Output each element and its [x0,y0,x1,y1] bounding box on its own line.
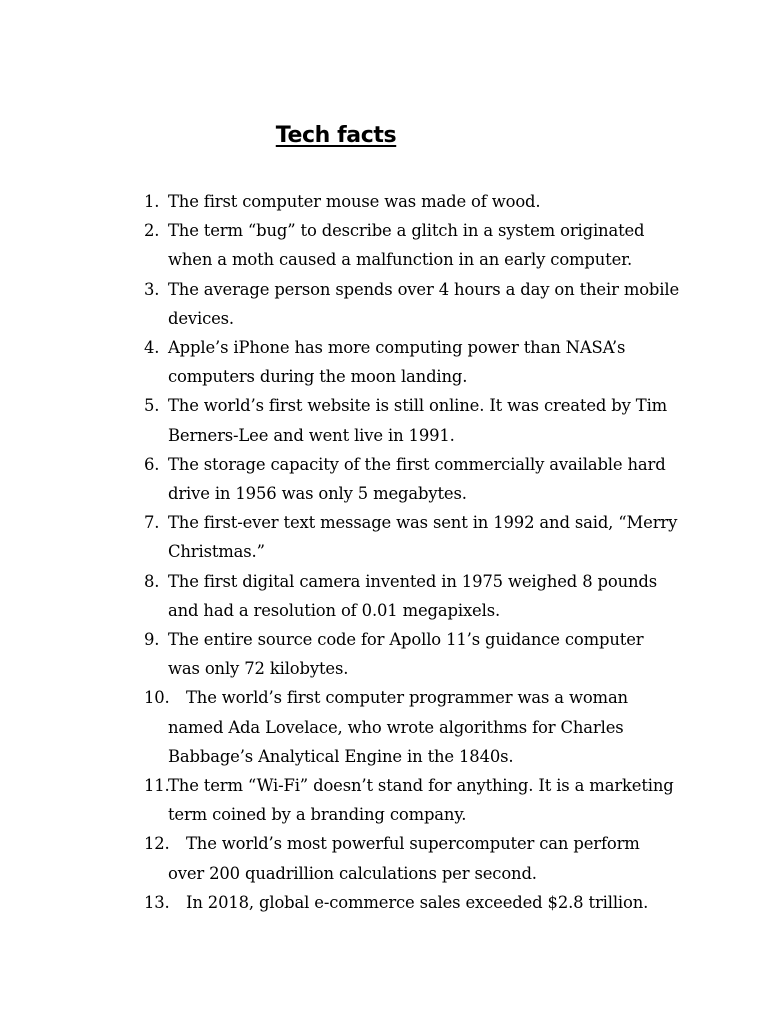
list-item [120,275,680,333]
list-item [120,888,680,917]
list-item-text: The storage capacity of the first commercially available hard drive in 1956 was only 5 megabytes. [168,454,666,504]
list-item-text: The first-ever text message was sent in 1992 and said, “Merry Christmas.” [168,513,678,562]
list-item-text: The entire source code for Apollo 11’s guidance computer was only 72 kilobytes. [168,630,644,679]
list-item-text: In 2018, global e-commerce sales exceeded $2.8 trillion. [186,892,649,912]
list-item-text: The term “bug” to describe a glitch in a system originated when a moth caused a malfunction in an early computer. [168,221,645,270]
list-item-text: The term “Wi-Fi” doesn’t stand for anything. It is a marketing term coined by a branding company. [168,776,674,825]
list-item-number: 8. [144,571,160,591]
list-item [120,333,680,391]
list-item-text: The first digital camera invented in 1975 weighed 8 pounds and had a resolution of 0.01 megapixels. [168,571,658,620]
list-item-number: 12. [144,834,170,854]
list-item-text: The world’s first website is still online. It was created by Tim Berners-Lee and went live in 1991. [168,396,668,445]
list-item-number: 10. [144,688,170,708]
list-item [120,567,680,625]
list-item-number: 2. [144,221,160,241]
list-item [120,771,680,829]
list-item-text: The world’s most powerful supercomputer can perform over 200 quadrillion calculations per second. [168,834,640,883]
list-item-number: 3. [144,279,160,299]
page-title [0,121,672,151]
facts-list [120,187,680,917]
list-item-text: The world’s first computer programmer was a woman named Ada Lovelace, who wrote algorithms for Charles Babbage’s Analytical Engine in the 1840s. [168,688,628,766]
list-item-text: The average person spends over 4 hours a day on their mobile devices. [168,279,680,328]
list-item-number: 5. [144,396,160,416]
list-item [120,625,680,683]
list-item-number: 1. [144,192,160,211]
list-item [120,683,680,771]
list-item [120,391,680,449]
list-item-text: The first computer mouse was made of wood. [168,192,541,211]
list-item-number: 6. [144,454,160,474]
list-item-number: 9. [144,630,160,650]
list-item-number: 13. [144,892,170,912]
list-item [120,450,680,508]
list-item-number: 7. [144,513,160,533]
page-title-text: Tech facts [275,123,397,148]
list-item-number: 11. [144,776,170,796]
list-item [120,829,680,887]
list-item [120,187,680,216]
list-item-text: Apple’s iPhone has more computing power than NASA’s computers during the moon landing. [168,338,626,387]
list-item [120,508,680,566]
list-item-number: 4. [144,338,160,358]
list-item [120,216,680,274]
